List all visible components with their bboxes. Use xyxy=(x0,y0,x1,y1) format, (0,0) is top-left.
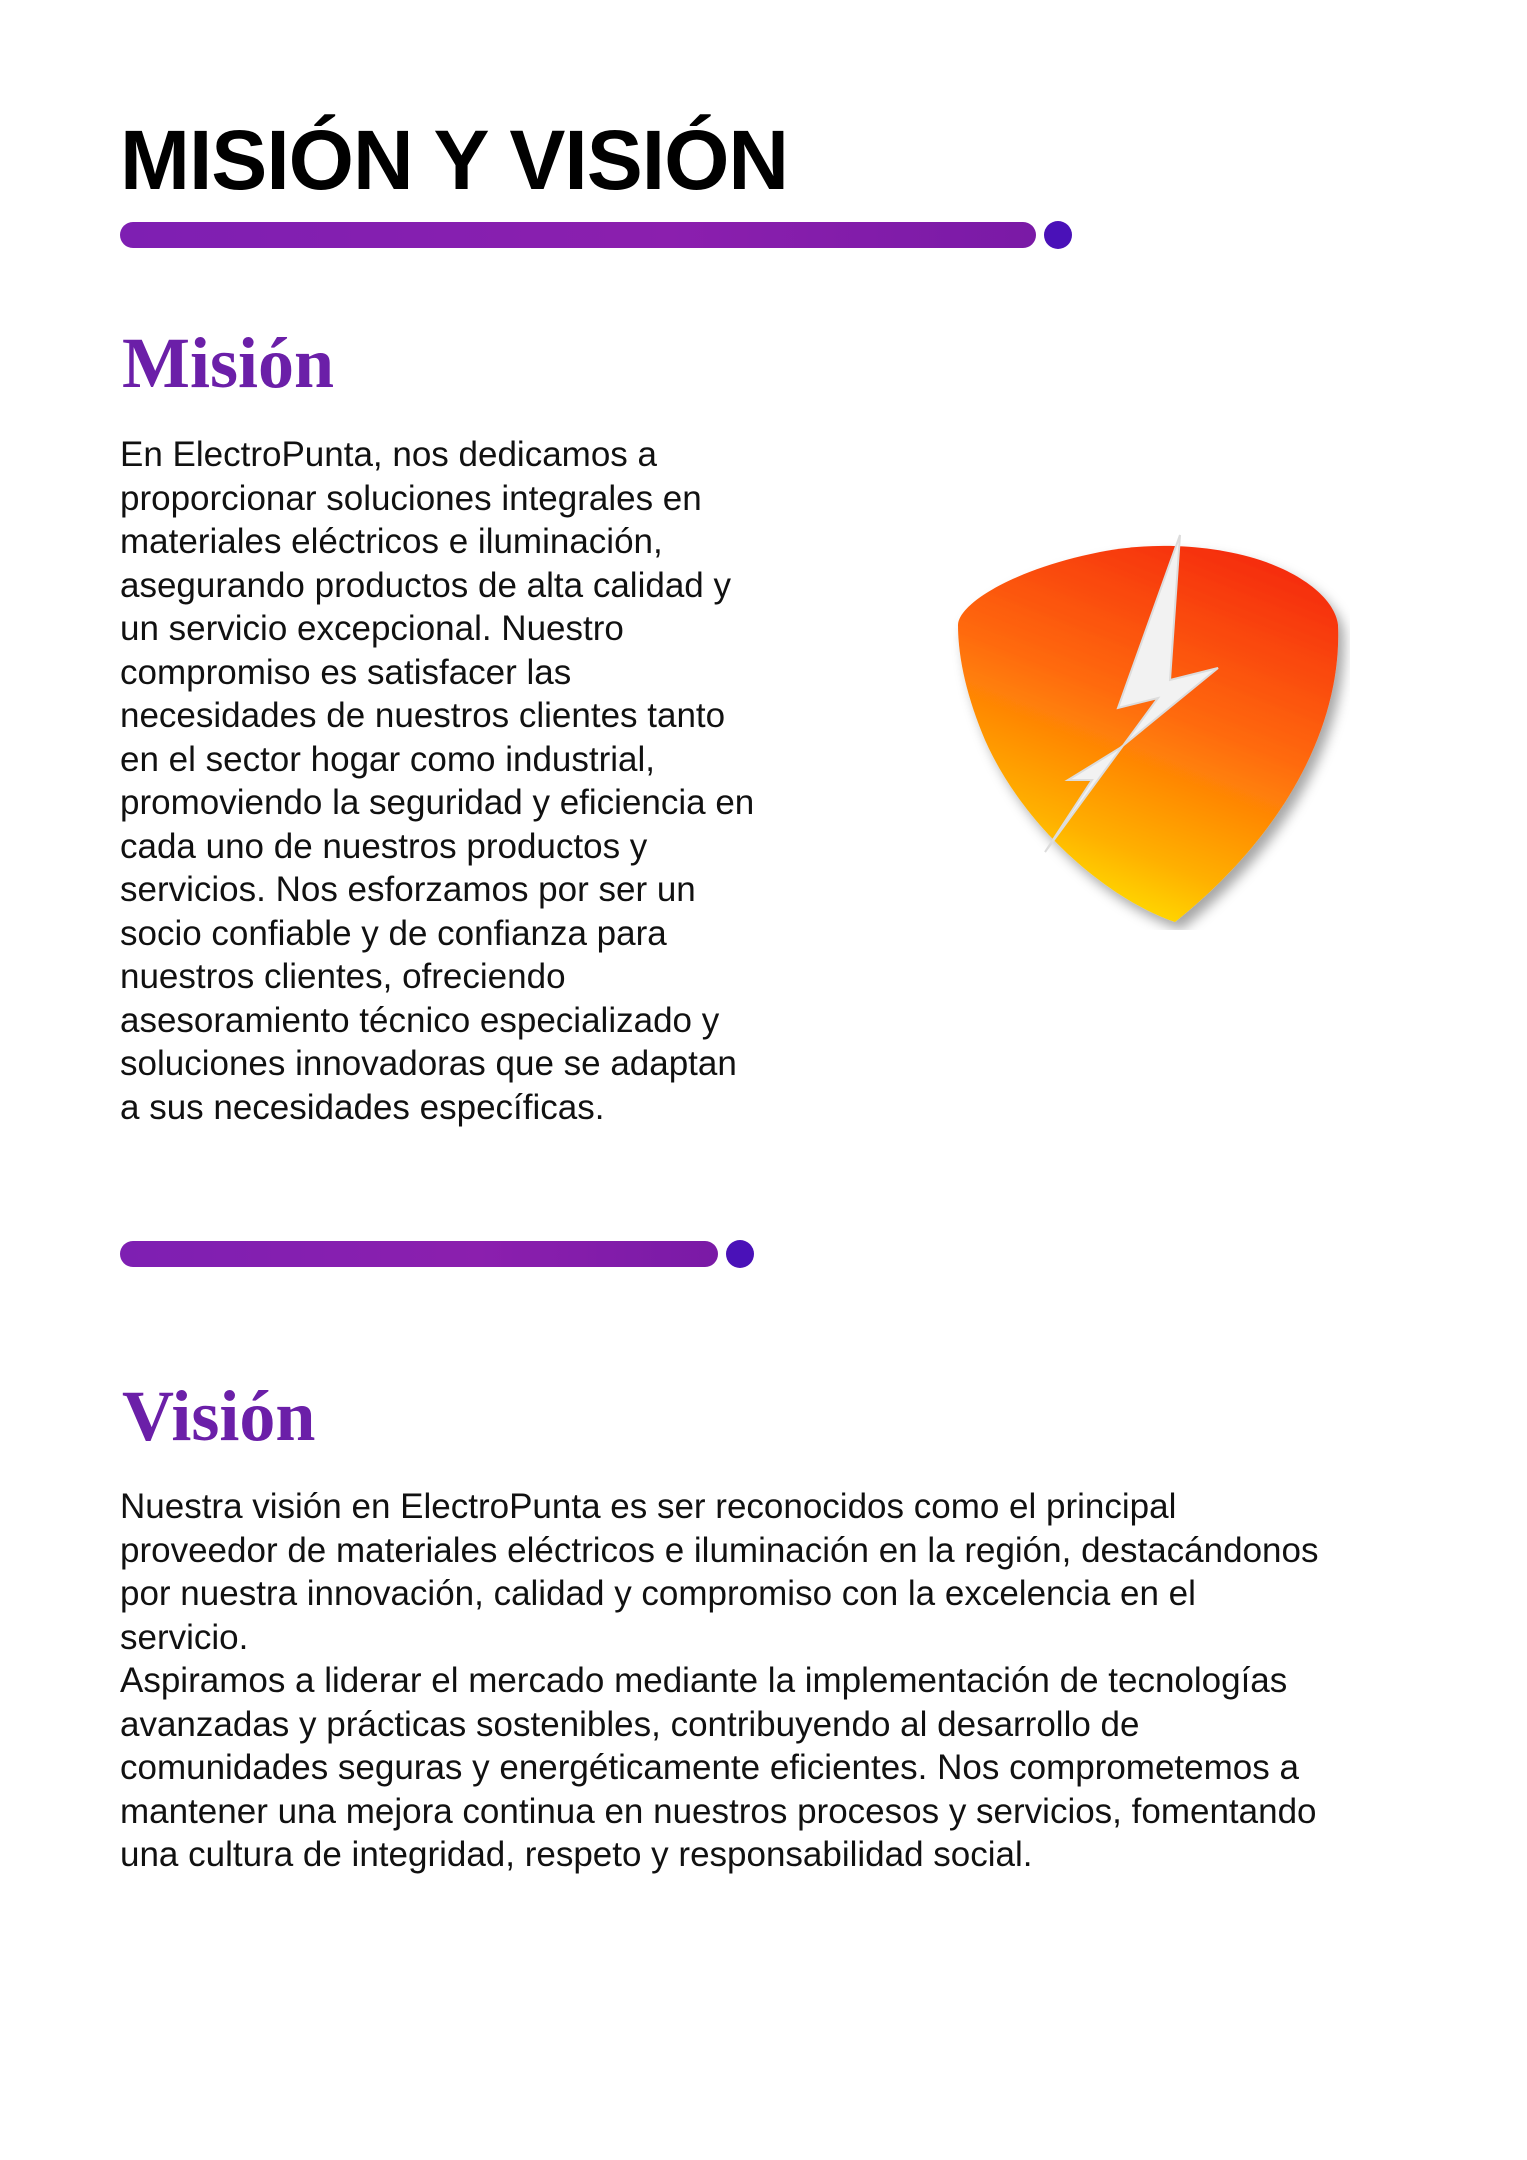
divider-dot xyxy=(726,1240,754,1268)
divider-bar xyxy=(120,1241,718,1267)
divider-bar xyxy=(120,222,1036,248)
page-title: MISIÓN Y VISIÓN xyxy=(120,113,789,207)
vision-paragraph-2: Aspiramos a liderar el mercado mediante la implementación de tecnologías avanzadas y prácticas sostenibles, contribuyendo al desarrollo de comunidades seguras y energéticamente eficientes. Nos comprometemos a mantener una mejora continua en nuestros procesos y servicios, fomentando una cultura de integridad, respeto y responsabilidad social. xyxy=(120,1661,1317,1874)
vision-text xyxy=(120,1485,1320,1877)
vision-heading: Visión xyxy=(122,1376,316,1456)
logo-graphic xyxy=(950,530,1350,930)
mision-paragraph: En ElectroPunta, nos dedicamos a proporcionar soluciones integrales en materiales eléctricos e iluminación, asegurando productos de alta calidad y un servicio excepcional. Nuestro compromiso es satisfacer las necesidades de nuestros clientes tanto en el sector hogar como industrial, promoviendo la seguridad y eficiencia en cada uno de nuestros productos y servicios. Nos esforzamos por ser un socio confiable y de confianza para nuestros clientes, ofreciendo asesoramiento técnico especializado y soluciones innovadoras que se adaptan a sus necesidades específicas. xyxy=(120,435,755,1127)
section-divider xyxy=(120,1241,754,1267)
divider-dot xyxy=(1044,221,1072,249)
mision-text xyxy=(120,433,760,1129)
vision-paragraph-1: Nuestra visión en ElectroPunta es ser reconocidos como el principal proveedor de materiales eléctricos e iluminación en la región, destacándonos por nuestra innovación, calidad y compromiso con la excelencia en el servicio. xyxy=(120,1487,1319,1657)
title-divider xyxy=(120,222,1072,248)
lightning-shield-icon xyxy=(950,530,1350,930)
mision-heading: Misión xyxy=(122,323,335,403)
shield-shape xyxy=(958,546,1338,922)
